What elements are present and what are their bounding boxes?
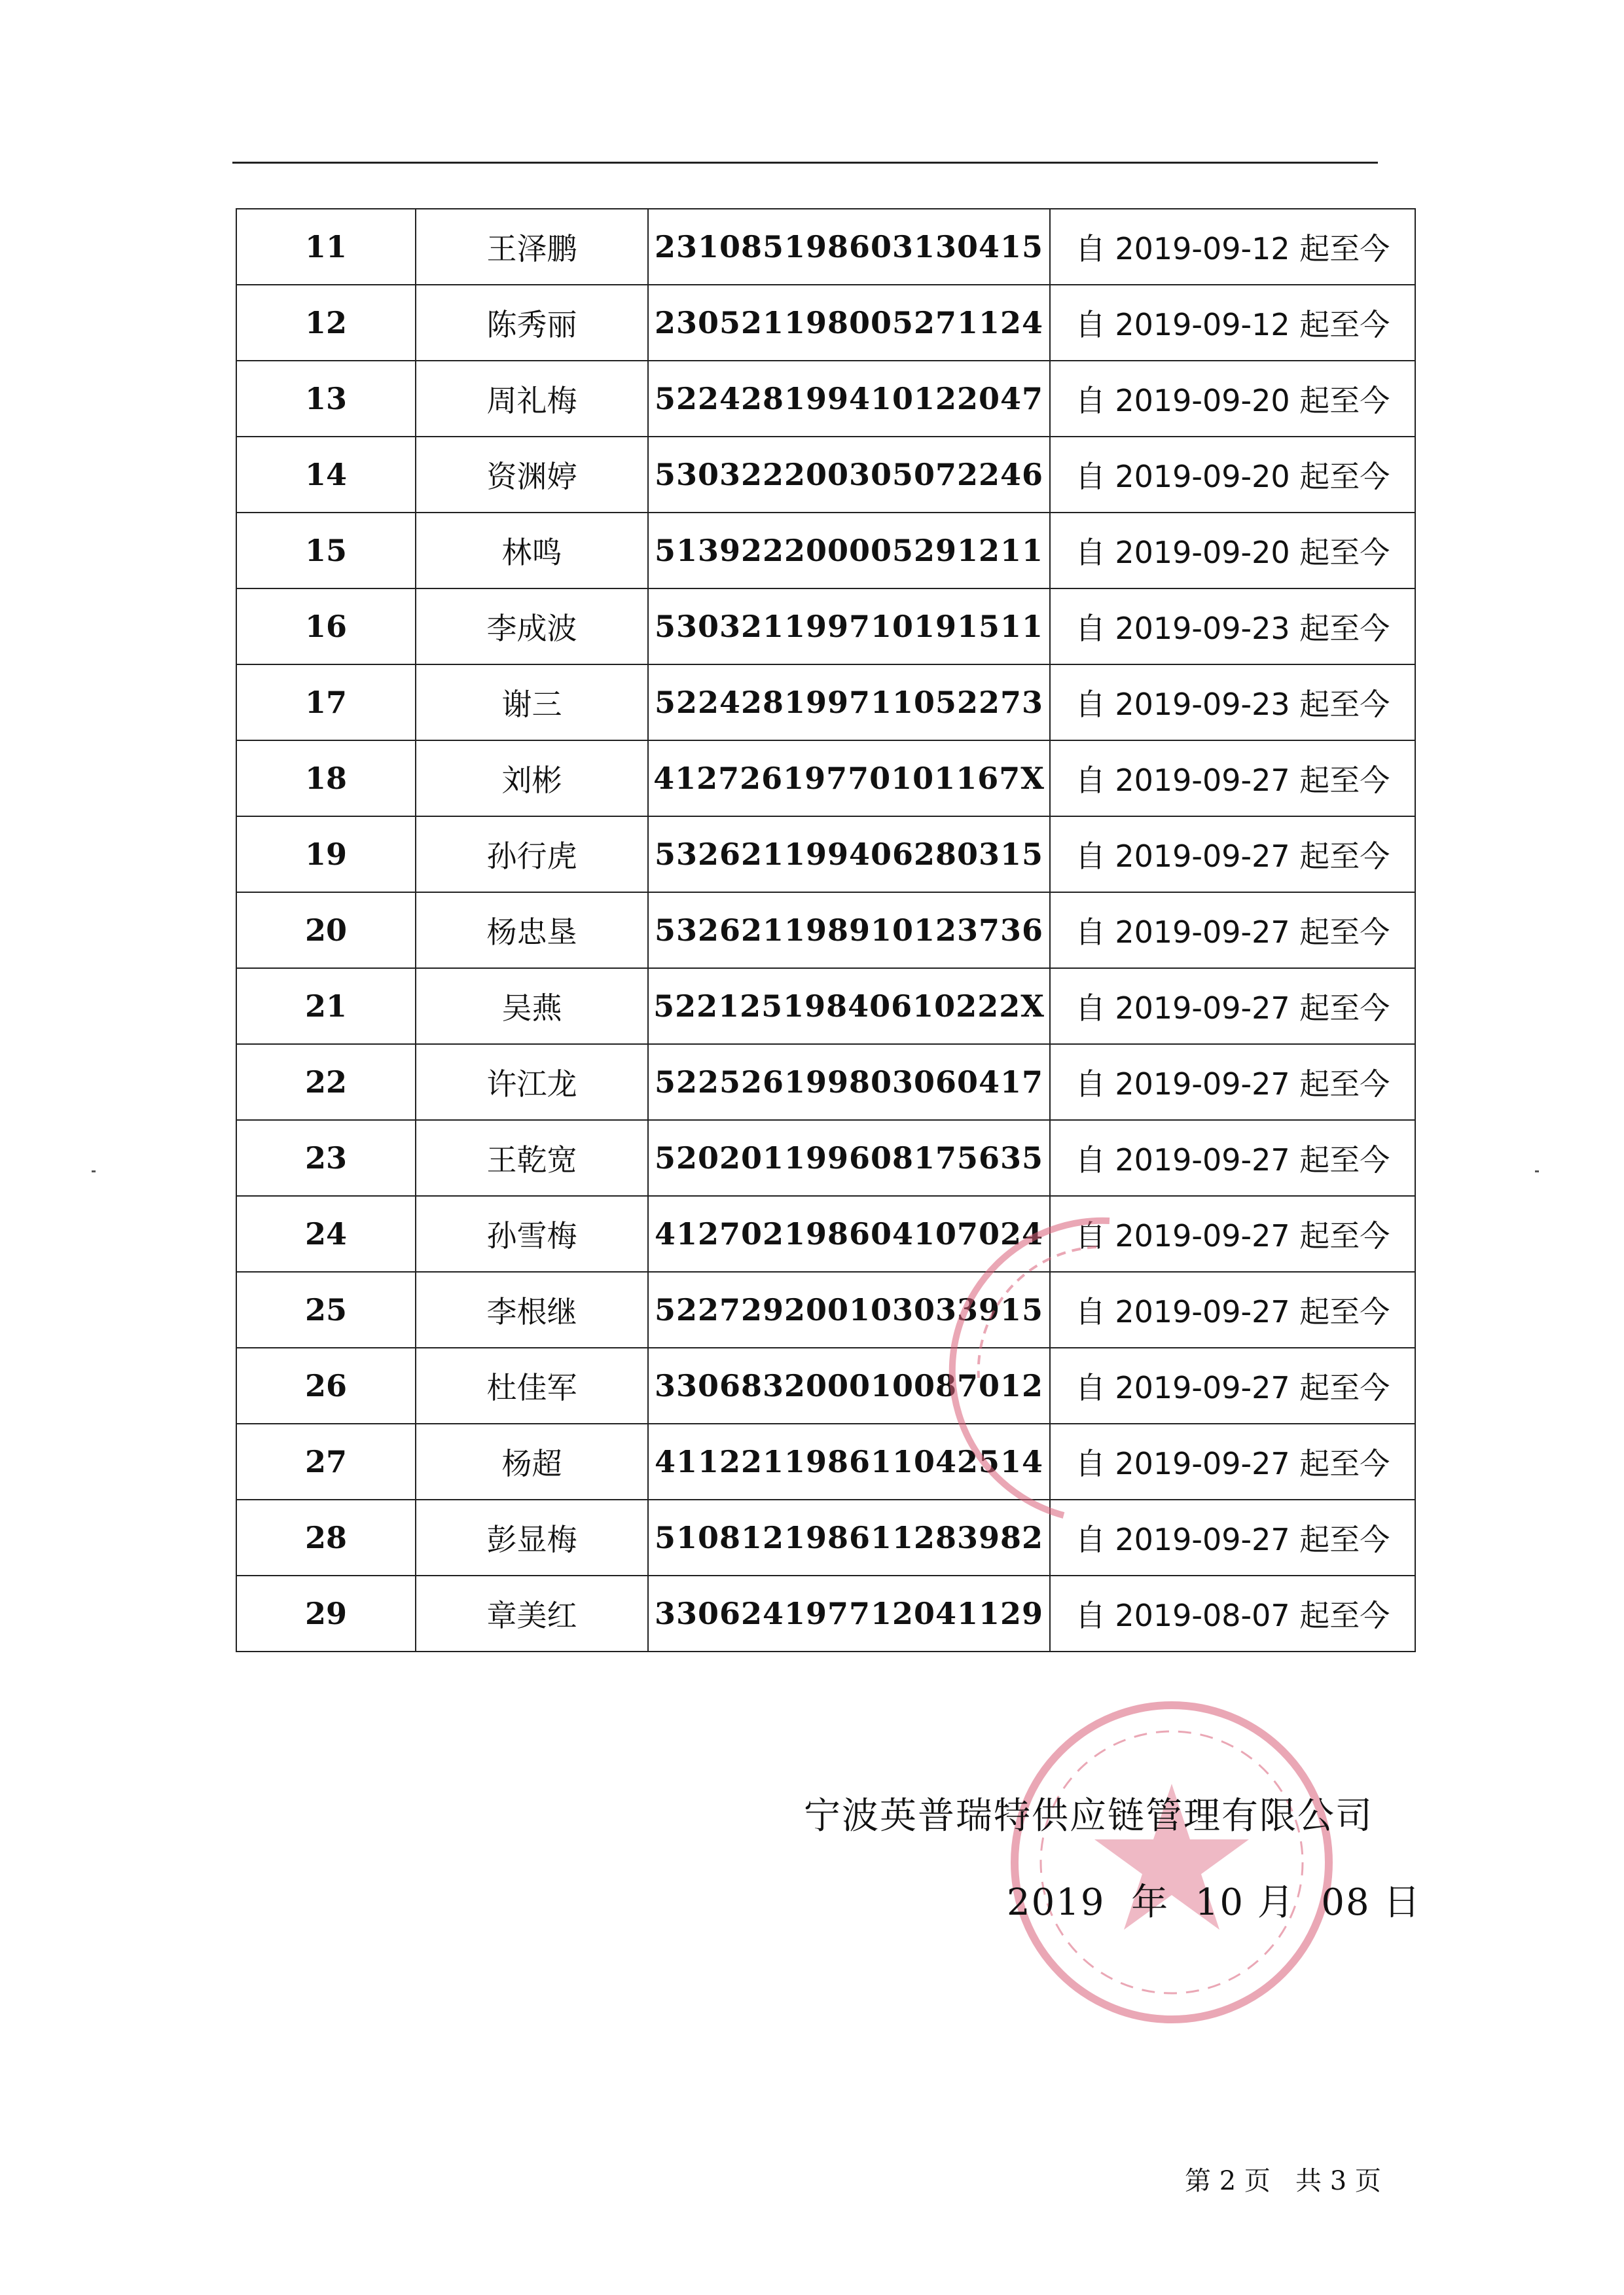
table-row [236, 1196, 1415, 1272]
employee-name-cell: 章美红 [416, 1576, 648, 1652]
signature-company-name: 宁波英普瑞特供应链管理有限公司 [804, 1795, 1373, 1837]
employee-name-cell: 杨超 [416, 1424, 648, 1500]
table-row [236, 892, 1415, 968]
employee-name-cell: 刘彬 [416, 740, 648, 816]
id-number-cell: 530321199710191511 [648, 588, 1050, 664]
employment-date-cell: 自 2019-09-27 起至今 [1050, 1500, 1415, 1576]
row-number-cell: 16 [236, 588, 416, 664]
row-number-cell: 28 [236, 1500, 416, 1576]
employment-date-cell: 自 2019-09-27 起至今 [1050, 740, 1415, 816]
id-number-cell: 330624197712041129 [648, 1576, 1050, 1652]
table-row [236, 285, 1415, 361]
employee-name-cell: 王泽鹏 [416, 209, 648, 285]
row-number-cell: 17 [236, 664, 416, 740]
id-number-cell: 522729200103033915 [648, 1272, 1050, 1348]
employee-name-cell: 吴燕 [416, 968, 648, 1044]
employee-name-cell: 资渊婷 [416, 437, 648, 513]
scan-speck [1535, 1170, 1539, 1172]
employment-date-cell: 自 2019-09-27 起至今 [1050, 968, 1415, 1044]
table-row [236, 968, 1415, 1044]
table-row [236, 437, 1415, 513]
company-seal [1001, 1692, 1342, 2033]
row-number-cell: 26 [236, 1348, 416, 1424]
id-number-cell: 52212519840610222X [648, 968, 1050, 1044]
row-number-cell: 18 [236, 740, 416, 816]
row-number-cell: 27 [236, 1424, 416, 1500]
employment-date-cell: 自 2019-09-12 起至今 [1050, 209, 1415, 285]
employee-name-cell: 孙行虎 [416, 816, 648, 892]
id-number-cell: 530322200305072246 [648, 437, 1050, 513]
table-row [236, 816, 1415, 892]
employment-date-cell: 自 2019-08-07 起至今 [1050, 1576, 1415, 1652]
employment-date-cell: 自 2019-09-27 起至今 [1050, 1272, 1415, 1348]
page-number-footer: 第 2 页 共 3 页 [1185, 2166, 1381, 2196]
id-number-cell: 231085198603130415 [648, 209, 1050, 285]
employee-name-cell: 王乾宽 [416, 1120, 648, 1196]
id-number-cell: 522526199803060417 [648, 1044, 1050, 1120]
table-row [236, 513, 1415, 588]
employee-name-cell: 许江龙 [416, 1044, 648, 1120]
employment-date-cell: 自 2019-09-20 起至今 [1050, 437, 1415, 513]
employment-date-cell: 自 2019-09-27 起至今 [1050, 1348, 1415, 1424]
row-number-cell: 23 [236, 1120, 416, 1196]
employee-name-cell: 李成波 [416, 588, 648, 664]
id-number-cell: 230521198005271124 [648, 285, 1050, 361]
employee-table-container [236, 208, 1411, 1652]
employment-date-cell: 自 2019-09-27 起至今 [1050, 1196, 1415, 1272]
table-row [236, 1424, 1415, 1500]
table-row [236, 361, 1415, 437]
row-number-cell: 29 [236, 1576, 416, 1652]
id-number-cell: 330683200010087012 [648, 1348, 1050, 1424]
table-row [236, 664, 1415, 740]
employment-date-cell: 自 2019-09-20 起至今 [1050, 513, 1415, 588]
table-row [236, 1120, 1415, 1196]
id-number-cell: 532621198910123736 [648, 892, 1050, 968]
employee-name-cell: 林鸣 [416, 513, 648, 588]
id-number-cell: 520201199608175635 [648, 1120, 1050, 1196]
employee-table-body [236, 209, 1415, 1652]
employee-name-cell: 孙雪梅 [416, 1196, 648, 1272]
table-row [236, 740, 1415, 816]
id-number-cell: 41272619770101167X [648, 740, 1050, 816]
employment-date-cell: 自 2019-09-27 起至今 [1050, 1120, 1415, 1196]
row-number-cell: 15 [236, 513, 416, 588]
id-number-cell: 522428199711052273 [648, 664, 1050, 740]
employment-date-cell: 自 2019-09-20 起至今 [1050, 361, 1415, 437]
scan-speck [92, 1170, 96, 1172]
employee-name-cell: 谢三 [416, 664, 648, 740]
employee-name-cell: 彭显梅 [416, 1500, 648, 1576]
row-number-cell: 25 [236, 1272, 416, 1348]
id-number-cell: 412702198604107024 [648, 1196, 1050, 1272]
employment-date-cell: 自 2019-09-23 起至今 [1050, 664, 1415, 740]
table-row [236, 588, 1415, 664]
employee-name-cell: 杜佳军 [416, 1348, 648, 1424]
row-number-cell: 12 [236, 285, 416, 361]
employee-name-cell: 周礼梅 [416, 361, 648, 437]
row-number-cell: 13 [236, 361, 416, 437]
employment-date-cell: 自 2019-09-23 起至今 [1050, 588, 1415, 664]
employment-date-cell: 自 2019-09-12 起至今 [1050, 285, 1415, 361]
id-number-cell: 532621199406280315 [648, 816, 1050, 892]
row-number-cell: 19 [236, 816, 416, 892]
table-row [236, 1500, 1415, 1576]
id-number-cell: 510812198611283982 [648, 1500, 1050, 1576]
table-row [236, 209, 1415, 285]
employment-date-cell: 自 2019-09-27 起至今 [1050, 1044, 1415, 1120]
table-row [236, 1272, 1415, 1348]
row-number-cell: 24 [236, 1196, 416, 1272]
signature-date: 2019 年 10 月 08 日 [1007, 1881, 1422, 1924]
id-number-cell: 513922200005291211 [648, 513, 1050, 588]
employee-name-cell: 李根继 [416, 1272, 648, 1348]
row-number-cell: 20 [236, 892, 416, 968]
employee-name-cell: 陈秀丽 [416, 285, 648, 361]
row-number-cell: 11 [236, 209, 416, 285]
employee-table [236, 208, 1416, 1652]
employment-date-cell: 自 2019-09-27 起至今 [1050, 1424, 1415, 1500]
employment-date-cell: 自 2019-09-27 起至今 [1050, 892, 1415, 968]
row-number-cell: 21 [236, 968, 416, 1044]
table-row [236, 1348, 1415, 1424]
employee-name-cell: 杨忠垦 [416, 892, 648, 968]
row-number-cell: 14 [236, 437, 416, 513]
employment-date-cell: 自 2019-09-27 起至今 [1050, 816, 1415, 892]
header-rule [232, 162, 1378, 164]
id-number-cell: 522428199410122047 [648, 361, 1050, 437]
table-row [236, 1044, 1415, 1120]
row-number-cell: 22 [236, 1044, 416, 1120]
id-number-cell: 411221198611042514 [648, 1424, 1050, 1500]
table-row [236, 1576, 1415, 1652]
